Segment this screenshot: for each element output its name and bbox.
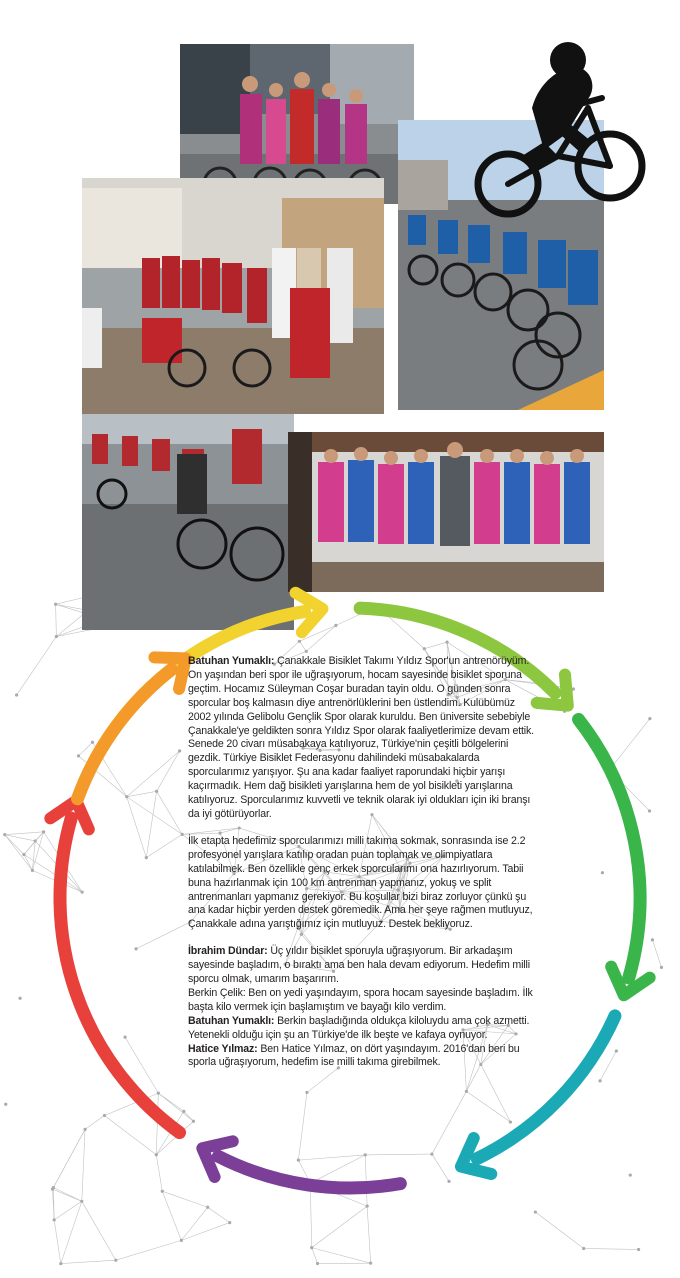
- photo-girls-medals: [82, 178, 384, 414]
- paragraph-batuhan-intro: Batuhan Yumaklı: Çanakkale Bisiklet Takımı Yıldız Spor'un antrenörüyüm. On yaşından beri spor ile uğraşıyorum, hocam sayesinde bisiklet sporuna geçtim. Hocamız Süleyman Coşar buradan tayin oldu. O günden sonra sporcular boş kalmasın diye antrenörlüklerini ben üstlendim. Kulübümüz 2002 yılında Gelibolu Gençlik Spor olarak kuruldu. Ben üniversite sebebiyle Çanakkale'ye geldikten sonra Yıldız Spor olarak faaliyetlerimize devam ettik. Senede 20 civarı müsabakaya katılıyoruz, Türkiye'nin çeşitli bölgelerini gezdik. Türkiye Bisiklet Federasyonu dahilindeki müsabakalarda sporcularımız yarışıyor. Şu ana kadar faaliyet raporundaki hiçbir yarışı kaçırmadık. Hem dağ bisikleti yarışlarına hem de yol bisikleti yarışlarına katılıyoruz. Sporcularımız kuvvetli ve teknik olarak iyi oldukları için iki branşı da iyi götürüyorlar.: [188, 655, 534, 820]
- paragraph-goals: İlk etapta hedefimiz sporcularımızı milli takıma sokmak, sonrasında ise 2.2 profesyonel yarışlara katılıp oradan puan toplamak ve olimpiyatlara katılabilmek. Ben özellikle genç erkek sporcularımı ona hazırlıyorum. Tabii buna hazırlanmak için 100 km antrenman yapmanız, yokuş ve split antrenmanları yapmanız gerekiyor. Bu koşullar bizi biraz zorluyor çünkü şu ana kadar hiçbir yerden destek göremedik. Ama her şeye rağmen mutluyuz, Çanakkale adına yarıştığımız için mutluyuz. Destek bekliyoruz.: [188, 834, 533, 931]
- paragraph-hatice: Hatice Yılmaz: Ben Hatice Yılmaz, on dört yaşındayım. 2016'dan beri bu sporla uğraşıyorum, hedefim ise milli takıma girebilmek.: [188, 1042, 520, 1069]
- article-body: [188, 655, 538, 1070]
- bmx-rider-silhouette-icon: [470, 38, 648, 218]
- arc-orange: [77, 669, 171, 798]
- speaker-name: Hatice Yılmaz:: [188, 1042, 258, 1055]
- paragraph-batuhan-berkin: Batuhan Yumaklı: Berkin başladığında oldukça kiloluydu ama çok azmetti. Yetenekli olduğu için şu an Türkiye'de ilk beşte ve kafaya oynuyor.: [188, 1014, 530, 1041]
- arc-green: [579, 719, 640, 977]
- arc-red: [60, 818, 180, 1133]
- paragraph-berkin: Berkin Çelik: Ben on yedi yaşındayım, spora hocam sayesinde başladım. İlk başta kilo vermek için başlamıştım ve bayağı kilo verdim.: [188, 986, 533, 1013]
- speaker-name: İbrahim Dündar:: [188, 945, 268, 958]
- arc-purple: [218, 1156, 400, 1188]
- speaker-name: Batuhan Yumaklı:: [188, 655, 275, 667]
- paragraph-ibrahim: İbrahim Dündar: Üç yıldır bisiklet sporuyla uğraşıyorum. Bir arkadaşım sayesinde başladım, o bıraktı ama ben hala devam ediyorum. Hedefim milli sporcu olmak, umarım başarırım.: [188, 945, 530, 986]
- speaker-name: Batuhan Yumaklı:: [188, 1014, 275, 1027]
